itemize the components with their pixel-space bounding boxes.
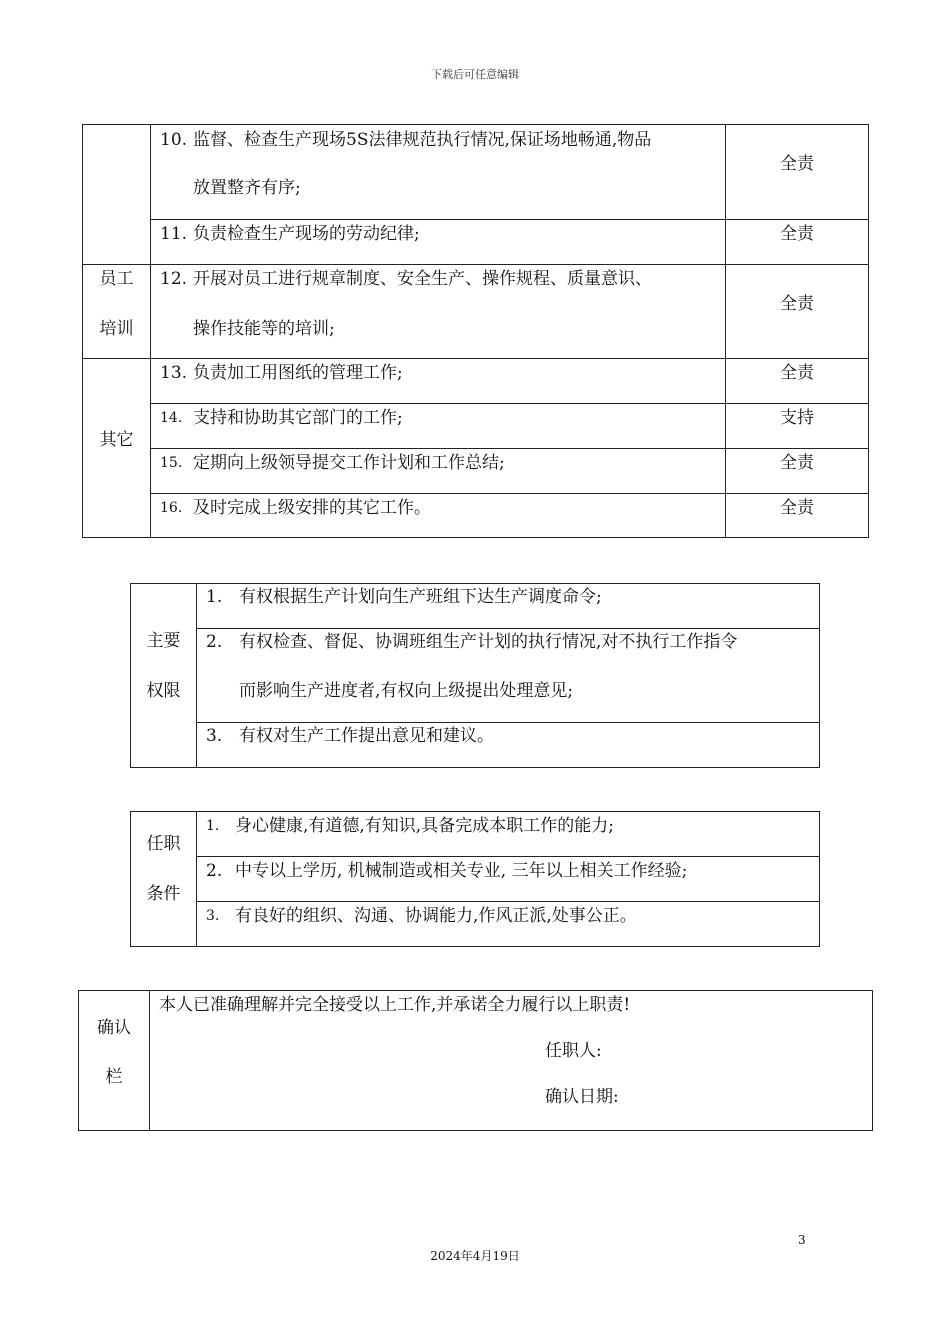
duty-responsibility: 全责 [780, 224, 814, 244]
qualification-text: 身心健康,有道德,有知识,具备完成本职工作的能力; [235, 816, 614, 836]
qualification-number: 2. [206, 861, 223, 881]
duty-row [150, 124, 726, 220]
duty-row [150, 264, 726, 359]
section-label-line2: 培训 [99, 319, 134, 339]
confirm-statement: 本人已准确理解并完全接受以上工作,并承诺全力履行以上职责! [159, 995, 631, 1015]
duty-responsibility: 全责 [780, 453, 814, 473]
qualification-text: 中专以上学历, 机械制造或相关专业, 三年以上相关工作经验; [235, 861, 688, 881]
duty-row [150, 358, 726, 404]
duty-responsibility: 全责 [780, 363, 814, 383]
confirm-label-cell [78, 990, 150, 1131]
duty-resp-cell [725, 124, 869, 220]
duty-text-line2: 操作技能等的培训; [193, 319, 335, 339]
duty-row [150, 219, 726, 265]
duty-text-line1: 负责检查生产现场的劳动纪律; [193, 224, 420, 244]
section-label-cell-training [82, 264, 151, 359]
duty-resp-cell [725, 264, 869, 359]
authority-number: 2. [206, 632, 223, 652]
duty-resp-cell [725, 403, 869, 449]
qualification-number: 1. [206, 818, 220, 834]
authority-text-line1: 有权根据生产计划向生产班组下达生产调度命令; [239, 587, 602, 607]
duty-number: 13. [160, 363, 188, 383]
qualification-label-line2: 条件 [146, 884, 181, 904]
footer-date: 2024年4月19日 [430, 1249, 520, 1263]
authority-number: 1. [206, 587, 223, 607]
qualification-item [196, 856, 820, 902]
authority-label-cell [130, 583, 197, 768]
qualification-number: 3. [206, 908, 220, 924]
qualification-label-line1: 任职 [146, 834, 181, 854]
section-label-line1: 员工 [99, 269, 134, 289]
qualification-label-cell [130, 811, 197, 947]
duty-responsibility: 支持 [780, 408, 814, 428]
authority-item [196, 722, 820, 768]
section-label-cell-other [82, 358, 151, 538]
page-header: 下载后可任意编辑 [431, 68, 519, 81]
duty-resp-cell [725, 493, 869, 538]
duty-text-line1: 定期向上级领导提交工作计划和工作总结; [193, 453, 505, 473]
duty-text-line1: 负责加工用图纸的管理工作; [193, 363, 403, 383]
duty-row [150, 403, 726, 449]
section-label-line1: 其它 [99, 430, 134, 450]
duty-number: 15. [160, 455, 183, 471]
duty-number: 16. [160, 500, 183, 516]
duty-number: 10. [160, 130, 188, 150]
duty-responsibility: 全责 [780, 154, 814, 174]
authority-text-line1: 有权对生产工作提出意见和建议。 [239, 726, 494, 746]
authority-text-line1: 有权检查、督促、协调班组生产计划的执行情况,对不执行工作指令 [239, 632, 738, 652]
signer-label: 任职人: [545, 1041, 602, 1061]
qualification-item [196, 901, 820, 947]
authority-item [196, 628, 820, 723]
confirm-date-label: 确认日期: [545, 1087, 619, 1107]
authority-label-line1: 主要 [146, 631, 181, 651]
duty-number: 14. [160, 410, 183, 426]
duty-text-line1: 支持和协助其它部门的工作; [193, 408, 403, 428]
duty-resp-cell [725, 219, 869, 265]
duty-responsibility: 全责 [780, 294, 814, 314]
duty-row [150, 493, 726, 538]
duty-text-line2: 放置整齐有序; [193, 178, 301, 198]
authority-text-line2: 而影响生产进度者,有权向上级提出处理意见; [239, 681, 574, 701]
confirm-label-line2: 栏 [105, 1067, 123, 1087]
duty-number: 12. [160, 269, 188, 289]
authority-item [196, 583, 820, 629]
duty-text-line1: 监督、检查生产现场5S法律规范执行情况,保证场地畅通,物品 [193, 130, 652, 150]
qualification-item [196, 811, 820, 857]
duty-resp-cell [725, 448, 869, 494]
qualification-text: 有良好的组织、沟通、协调能力,作风正派,处事公正。 [235, 906, 637, 926]
duty-number: 11. [160, 224, 188, 244]
duty-row [150, 448, 726, 494]
duty-responsibility: 全责 [780, 498, 814, 518]
page-number: 3 [798, 1233, 806, 1247]
duty-resp-cell [725, 358, 869, 404]
confirm-label-line1: 确认 [97, 1018, 131, 1038]
duty-text-line1: 开展对员工进行规章制度、安全生产、操作规程、质量意识、 [193, 269, 652, 289]
authority-number: 3. [206, 726, 223, 746]
duty-text-line1: 及时完成上级安排的其它工作。 [193, 498, 431, 518]
section-label-cell [82, 124, 151, 265]
authority-label-line2: 权限 [146, 681, 181, 701]
confirm-content-cell [149, 990, 873, 1131]
